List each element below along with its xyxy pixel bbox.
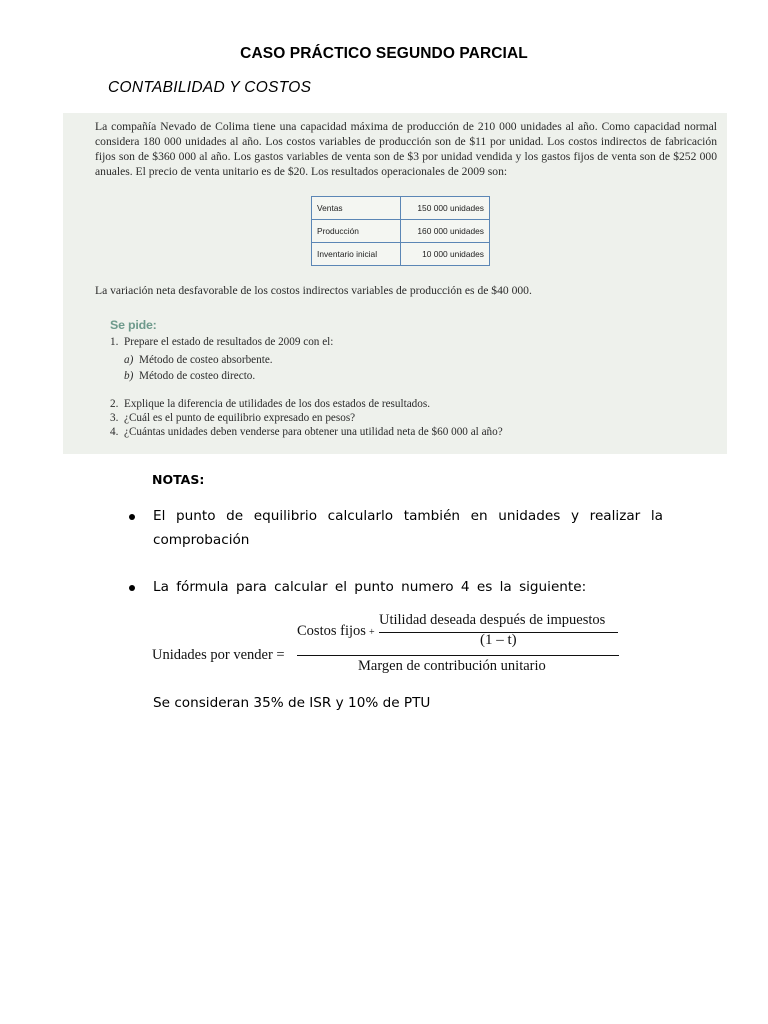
bullet-dot-icon (129, 585, 135, 591)
note-text: El punto de equilibrio calcularlo también en unidades y realizar la comprobación (153, 508, 663, 548)
question-number: 4. (110, 426, 119, 438)
case-paragraph: La compañía Nevado de Colima tiene una capacidad máxima de producción de 210 000 unidades al año. Como capacidad normal considera 180 000 unidades al año. Los costos variables de producción son de $11 por unidad. Los costos indirectos de fabricación fijos son de $360 000 al año. Los gastos variables de venta son de $3 por unidad vendida y los gastos fijos de venta son de $252 000 anuales. El precio de venta unitario es de $20. Los resultados operacionales de 2009 son: (95, 120, 717, 178)
question-1b (124, 370, 255, 382)
case-statement-box (63, 113, 727, 454)
question-text: Método de costeo directo. (139, 370, 256, 382)
note-bullet-1 (129, 504, 663, 552)
formula-fixed-costs: Costos fijos (297, 623, 366, 639)
question-text: Método de costeo absorbente. (139, 354, 273, 366)
question-text: Explique la diferencia de utilidades de los dos estados de resultados. (124, 398, 431, 410)
tax-rates-note: Se consideran 35% de ISR y 10% de PTU (153, 695, 431, 711)
page-title: CASO PRÁCTICO SEGUNDO PARCIAL (240, 45, 528, 62)
question-letter: b) (124, 370, 134, 382)
question-number: 2. (110, 398, 119, 410)
table-cell-value: 150 000 unidades (401, 197, 490, 220)
note-text: La fórmula para calcular el punto numero 4 es la siguiente: (153, 579, 587, 595)
operational-results-table (311, 196, 490, 266)
table-row (312, 220, 490, 243)
table-cell-label: Producción (312, 220, 401, 243)
se-pide-heading: Se pide: (110, 318, 157, 332)
main-fraction-line (297, 655, 619, 656)
formula-plus: + (369, 627, 375, 638)
question-1a (124, 354, 273, 366)
question-letter: a) (124, 354, 134, 366)
page-subtitle: CONTABILIDAD Y COSTOS (108, 79, 312, 96)
table-row (312, 197, 490, 220)
question-number: 3. (110, 412, 119, 424)
question-4 (110, 426, 503, 438)
bullet-dot-icon (129, 514, 135, 520)
formula-lhs: Unidades por vender = (152, 647, 285, 663)
table-row (312, 243, 490, 266)
table-cell-label: Inventario inicial (312, 243, 401, 266)
table-cell-value: 10 000 unidades (401, 243, 490, 266)
table-cell-label: Ventas (312, 197, 401, 220)
variation-text: La variación neta desfavorable de los costos indirectos variables de producción es de $40 000. (95, 284, 532, 297)
question-text: ¿Cuál es el punto de equilibrio expresado en pesos? (124, 412, 356, 424)
question-text: Prepare el estado de resultados de 2009 con el: (124, 336, 334, 348)
note-bullet-2 (129, 575, 663, 599)
formula-tax-term: (1 – t) (480, 632, 517, 648)
notes-label: NOTAS: (152, 472, 205, 487)
table-cell-value: 160 000 unidades (401, 220, 490, 243)
question-1 (110, 336, 333, 348)
question-2 (110, 398, 430, 410)
question-number: 1. (110, 336, 119, 348)
formula-desired-profit: Utilidad deseada después de impuestos (379, 612, 606, 628)
formula-denominator: Margen de contribución unitario (358, 658, 546, 674)
question-3 (110, 412, 355, 424)
question-text: ¿Cuántas unidades deben venderse para obtener una utilidad neta de $60 000 al año? (124, 426, 503, 438)
